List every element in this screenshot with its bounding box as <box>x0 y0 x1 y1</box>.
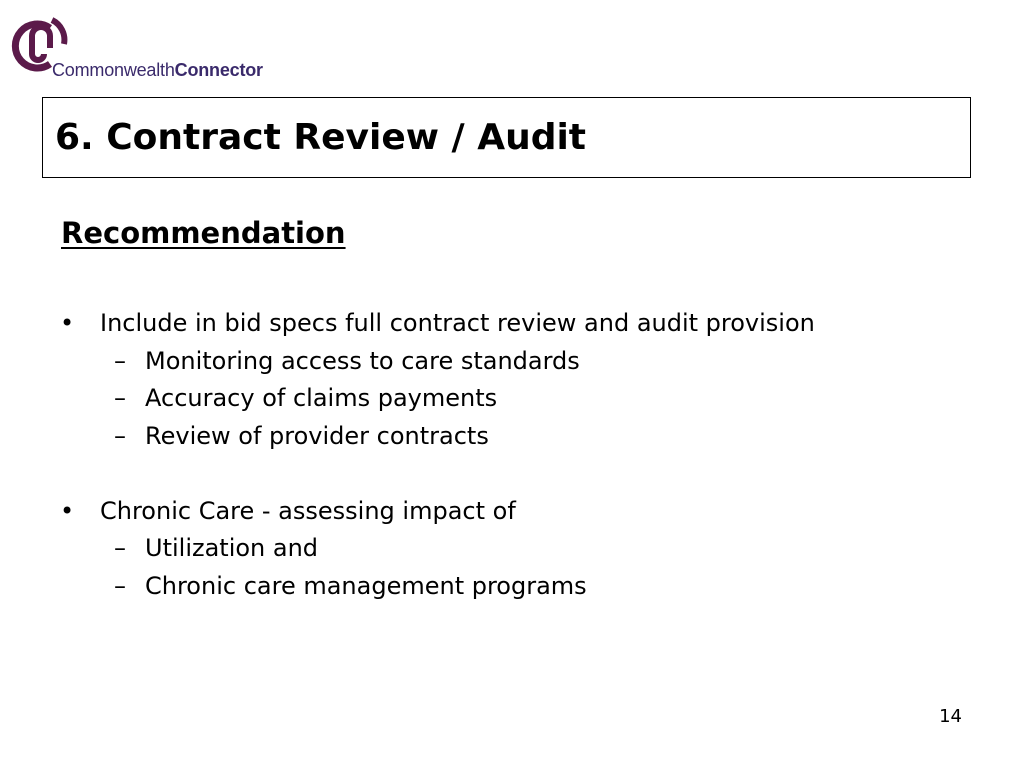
sub-bullet-text: Monitoring access to care standards <box>145 346 580 375</box>
sub-bullet-marker: – <box>114 534 126 562</box>
title-box <box>42 97 971 178</box>
logo-name-light: Commonwealth <box>52 60 175 80</box>
sub-bullet-marker: – <box>114 571 126 600</box>
page-number: 14 <box>939 706 962 727</box>
logo-wordmark <box>52 60 263 81</box>
sub-bullet-item <box>60 380 980 418</box>
bullet-text: Chronic Care - assessing impact of <box>100 496 516 525</box>
logo-name-bold: Connector <box>174 60 263 80</box>
slide-title: 6. Contract Review / Audit <box>55 117 587 158</box>
bullet-item <box>60 305 980 343</box>
sub-bullet-text: Review of provider contracts <box>145 421 489 450</box>
sub-bullet-item <box>60 568 980 606</box>
bullet-list <box>60 305 980 605</box>
sub-bullet-marker: – <box>114 346 126 375</box>
sub-bullet-text: Utilization and <box>145 534 319 562</box>
sub-bullet-text: Accuracy of claims payments <box>145 384 498 412</box>
section-heading: Recommendation <box>61 216 346 250</box>
commonwealth-connector-logo <box>6 12 306 82</box>
sub-bullet-item <box>60 343 980 381</box>
bullet-item <box>60 493 980 531</box>
bullet-text: Include in bid specs full contract review and audit provision <box>100 309 815 337</box>
sub-bullet-item <box>60 418 980 456</box>
bullet-marker: • <box>60 309 75 337</box>
spacer <box>60 455 980 493</box>
sub-bullet-text: Chronic care management programs <box>145 571 587 600</box>
sub-bullet-marker: – <box>114 421 126 450</box>
sub-bullet-item <box>60 530 980 568</box>
bullet-marker: • <box>60 496 75 525</box>
sub-bullet-marker: – <box>114 384 126 412</box>
